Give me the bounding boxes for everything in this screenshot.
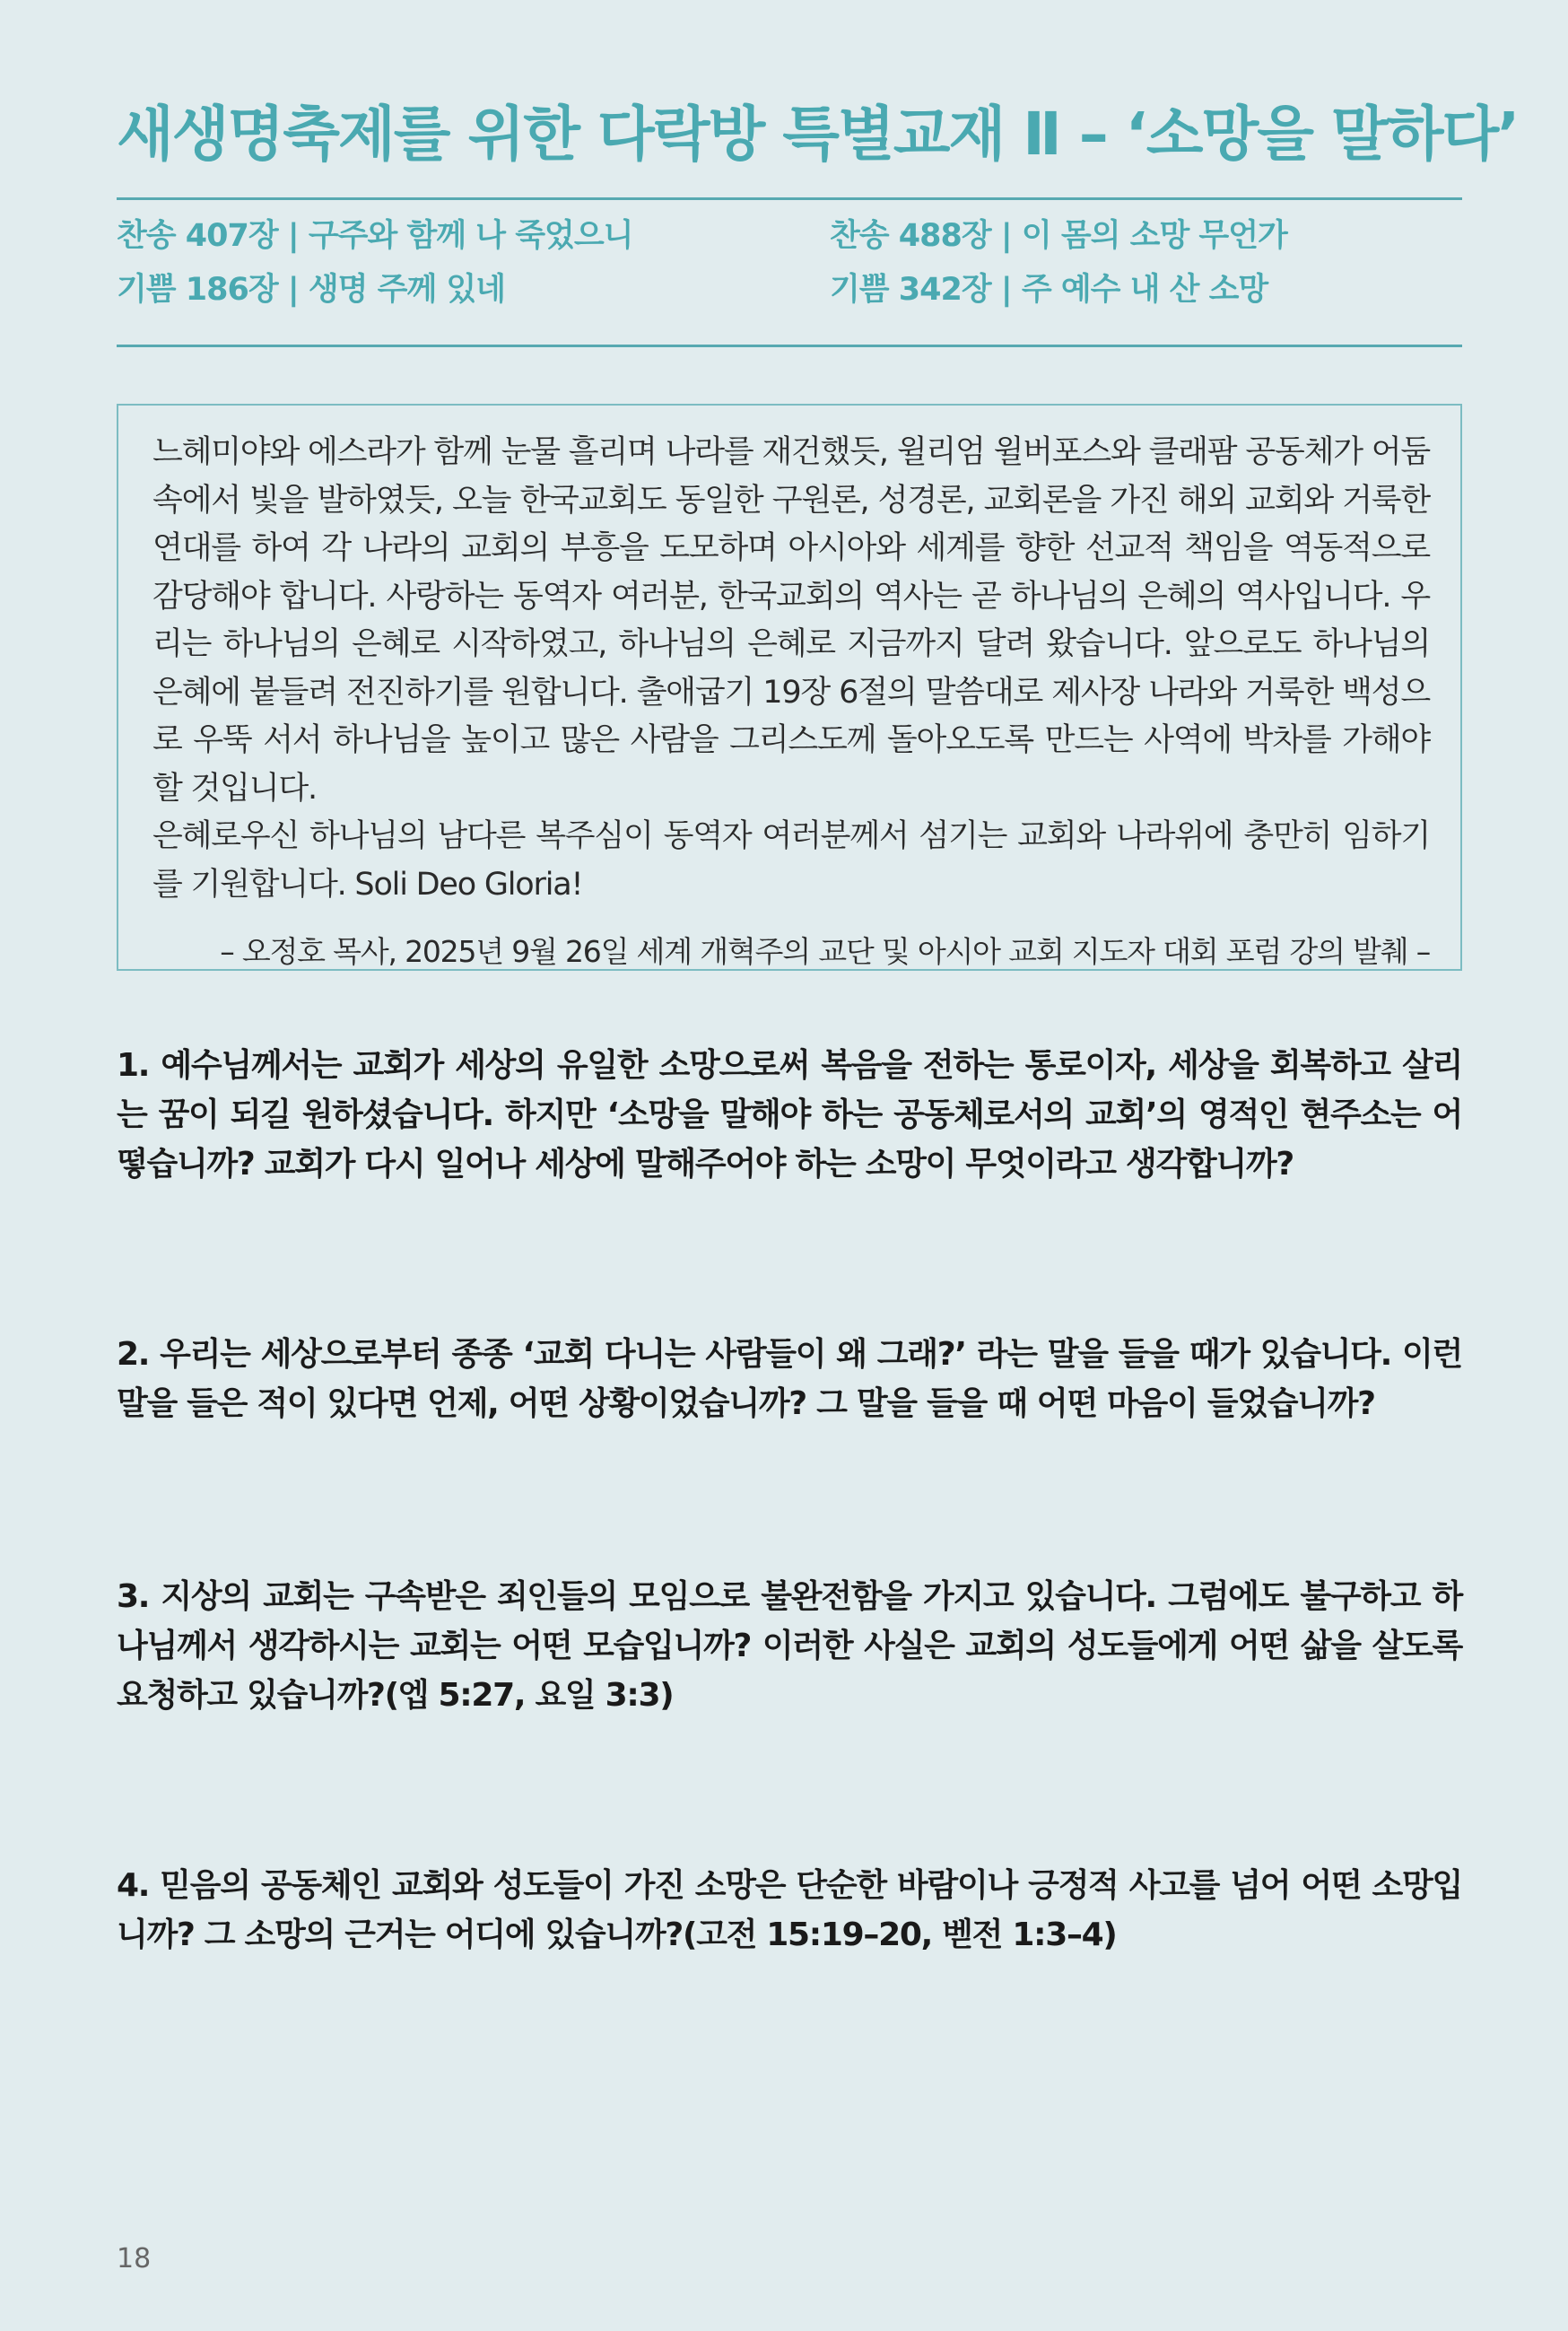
quote-source: – 오정호 목사, 2025년 9월 26일 세계 개혁주의 교단 및 아시아 교회 지도자 대회 포럼 강의 발췌 – xyxy=(220,934,1430,969)
page xyxy=(117,0,1519,2331)
quote-paragraph: 느헤미야와 에스라가 함께 눈물 흘리며 나라를 재건했듯, 윌리엄 윌버포스와 클래팜 공동체가 어둠 속에서 빛을 발하였듯, 오늘 한국교회도 동일한 구원론, 성경론, 교회론을 가진 해외 교회와 거룩한 연대를 하여 각 나라의 교회의 부흥을 도모하며 아시아와 세계를 향한 선교적 책임을 역동적으로 감당해야 합니다. 사랑하는 동역자 여러분, 한국교회의 역사는 곧 하나님의 은혜의 역사입니다. 우리는 하나님의 은혜로 시작하였고, 하나님의 은혜로 지금까지 달려 왔습니다. 앞으로도 하나님의 은혜에 붙들려 전진하기를 원합니다. 출애굽기 19장 6절의 말씀대로 제사장 나라와 거룩한 백성으로 우뚝 서서 하나님을 높이고 많은 사람을 그리스도께 돌아오도록 만드는 사역에 박차를 가해야 할 것입니다. xyxy=(152,434,1430,807)
hymn-item: 찬송 488장 | 이 몸의 소망 무언가 xyxy=(830,218,1287,254)
question-2: 2. 우리는 세상으로부터 종종 ‘교회 다니는 사람들이 왜 그래?’ 라는 말을 들을 때가 있습니다. 이런 말을 들은 적이 있다면 언제, 어떤 상황이었습니까? 그 말을 들을 때 어떤 마음이 들었습니까? xyxy=(117,1336,1462,1422)
page-number: 18 xyxy=(117,2243,152,2274)
hymn-list xyxy=(117,217,1462,325)
quote-text xyxy=(152,429,1430,909)
page-title: 새생명축제를 위한 다락방 특별교재 Ⅱ – ‘소망을 말하다’ xyxy=(117,100,1519,169)
hymn-item: 찬송 407장 | 구주와 함께 나 죽었으니 xyxy=(117,218,633,254)
question-3: 3. 지상의 교회는 구속받은 죄인들의 모임으로 불완전함을 가지고 있습니다. 그럼에도 불구하고 하나님께서 생각하시는 교회는 어떤 모습입니까? 이러한 사실은 교회의 성도들에게 어떤 삶을 살도록 요청하고 있습니까?(엡 5:27, 요일 3:3) xyxy=(117,1578,1462,1714)
quote-box xyxy=(117,404,1462,971)
hymn-item: 기쁨 186장 | 생명 주께 있네 xyxy=(117,272,506,308)
hymn-item: 기쁨 342장 | 주 예수 내 산 소망 xyxy=(830,272,1268,308)
title-divider xyxy=(117,197,1462,200)
question-4: 4. 믿음의 공동체인 교회와 성도들이 가진 소망은 단순한 바람이나 긍정적 사고를 넘어 어떤 소망입니까? 그 소망의 근거는 어디에 있습니까?(고전 15:19–20, 벧전 1:3–4) xyxy=(117,1867,1462,1953)
quote-paragraph: 은혜로우신 하나님의 남다른 복주심이 동역자 여러분께서 섬기는 교회와 나라위에 충만히 임하기를 기원합니다. Soli Deo Gloria! xyxy=(152,818,1430,903)
hymn-divider xyxy=(117,345,1462,347)
question-1: 1. 예수님께서는 교회가 세상의 유일한 소망으로써 복음을 전하는 통로이자, 세상을 회복하고 살리는 꿈이 되길 원하셨습니다. 하지만 ‘소망을 말해야 하는 공동체로서의 교회’의 영적인 현주소는 어떻습니까? 교회가 다시 일어나 세상에 말해주어야 하는 소망이 무엇이라고 생각합니까? xyxy=(117,1047,1462,1183)
